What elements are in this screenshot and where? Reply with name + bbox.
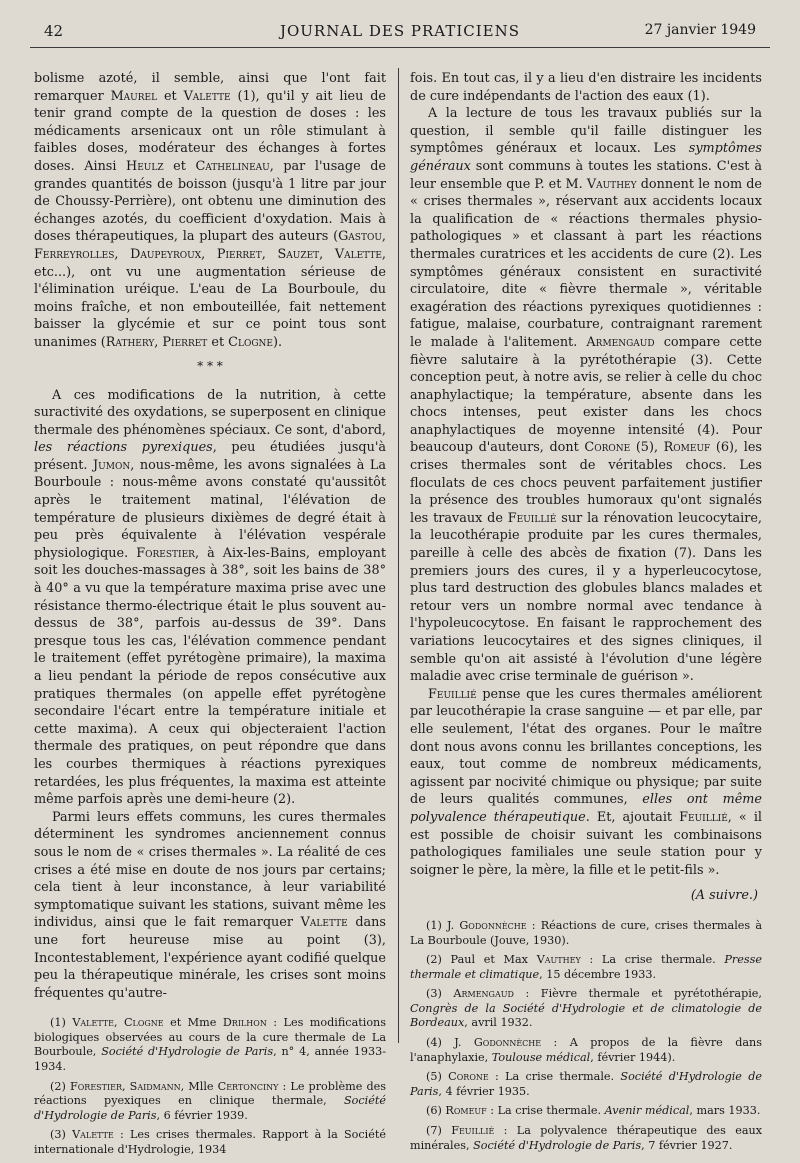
journal-title: JOURNAL DES PRATICIENS — [279, 22, 521, 40]
footnotes — [34, 1016, 386, 1157]
footnote: (4) J. Godonnèche : A propos de la fièvre dans l'anaphylaxie, Toulouse médical, février 1944). — [410, 1036, 762, 1064]
footnote: (3) Armengaud : Fièvre thermale et pyrétothérapie, Congrès de la Société d'Hydrologie et de climatologie de Bordeaux, avril 1932. — [410, 987, 762, 1030]
paragraph: fois. En tout cas, il y a lieu d'en distraire les incidents de cure indépendants de l'action des eaux (1). — [410, 71, 762, 104]
footnote: (3) Valette : Les crises thermales. Rapport à la Société internationale d'Hydrologie, 1934 — [34, 1128, 386, 1157]
section-separator: * * * — [197, 358, 223, 373]
column-divider — [398, 68, 399, 1043]
right-column — [410, 70, 762, 1158]
paragraph: bolisme azoté, il semble, ainsi que l'ont fait remarquer Maurel et Valette (1), qu'il y ait lieu de tenir grand compte de la question de doses : les médicaments arsenicaux ont un rôle stimulant à faibles doses, modérateur des échanges à fortes doses. Ainsi Heulz et Cathelineau, par l'usage de grandes quantités de boisson (jusqu'à 1 litre par jour de Choussy-Perrière), ont obtenu une diminution des échanges azotés, du coefficient d'oxydation. Mais à doses thérapeutiques, la plupart des auteurs (Gastou, Ferreyrolles, Daupeyroux, Pierret, Sauzet, Valette, etc...), ont vu une augmentation sérieuse de l'élimination uréique. L'eau de La Bourboule, du moins fraîche, et non embouteillée, fait nettement baisser la glycémie et sur ce point tous sont unanimes (Rathery, Pierret et Clogne). — [34, 71, 387, 350]
page-number: 42 — [44, 22, 64, 40]
header-rule — [30, 47, 770, 48]
footnotes — [410, 919, 762, 1153]
footnote: (2) Forestier, Saidmann, Mlle Certonciny : Le problème des réactions pyexiques en clinique thermale, Société d'Hydrologie de Paris, 6 février 1939. — [34, 1079, 387, 1122]
paragraph: A ces modifications de la nutrition, à cette suractivité des oxydations, se superposent en clinique thermale des phénomènes spéciaux. Ce sont, d'abord, les réactions pyrexiques, peu étudiées jusqu'à présent. Jumon, nous-même, les avons signalées à La Bourboule : nous-même avons constaté qu'aussitôt après le traitement matinal, l'élévation de température de plusieurs dixièmes de degré était à peu près équivalente à l'élévation vespérale physiologique. Forestier, à Aix-les-Bains, employant soit les douches-massages à 38°, soit les bains de 38° à 40° a vu que la température maxima prise avec une résistance thermo-électrique était le plus souvent au-dessus de 38°, parfois au-dessus de 39°. Dans presque tous les cas, l'élévation commence pendant le traitement (effet pyrétogène primaire), la maxima a lieu pendant la période de repos consécutive aux pratiques thermales (on appelle effet pyrétogène secondaire l'écart entre la température initiale et cette maxima). A ceux qui objecteraient l'action thermale des pratiques, on peut répondre que dans les courbes thermiques à réactions pyrexiques retardées, les plus fréquentes, la maxima est atteinte même parfois après une demi-heure (2). — [34, 387, 386, 808]
footnote: (2) Paul et Max Vauthey : La crise thermale. Presse thermale et climatique, 15 décembre 1933. — [410, 953, 763, 981]
footnote: (1) Valette, Clogne et Mme Drilhon : Les modifications biologiques observées au cours de la cure thermale de La Bourboule, Société d'Hydrologie de Paris, n° 4, année 1933-1934. — [34, 1016, 386, 1074]
paragraph: A la lecture de tous les travaux publiés sur la question, il semble qu'il faille distinguer les symptômes généraux et locaux. Les symptômes généraux sont communs à toutes les stations. C'est à leur ensemble que P. et M. Vauthey donnent le nom de « crises thermales », réservant aux accidents locaux la qualification de « réactions thermales physio-pathologiques » et classant à part les réactions thermales curatrices et les accidents de cure (2). Les symptômes généraux consistent en suractivité circulatoire, dite « fièvre thermale », véritable exagération des réactions pyrexiques quotidiennes : fatigue, malaise, courbature, contraignant rarement le malade à l'alitement. Armengaud compare cette fièvre salutaire à la pyrétothérapie (3). Cette conception peut, à notre avis, se relier à celle du choc anaphylactique; la température, absente dans les chocs intenses, peut exister dans les chocs anaphylactiques de moyenne intensité (4). Pour beaucoup d'auteurs, dont Corone (5), Romeuf (6), les crises thermales sont de véritables chocs. Les floculats de ces chocs peuvent parfaitement justifier la présence des troubles humoraux qu'ont signalés les travaux de Feuillié sur la rénovation leucocytaire, la leucothérapie produite par les cures thermales, pareille à celle des abcès de fixation (7). Dans les premiers jours des cures, il y a hyperleucocytose, plus tard destruction des globules blancs malades et retour vers un nombre normal avec tendance à l'hypoleucocytose. En faisant le rapprochement des variations leucocytaires et des signes cliniques, il semble qu'on ait assisté à l'évolution d'une légère maladie avec crise terminale de guérison ». — [410, 106, 763, 685]
footnote: (5) Corone : La crise thermale. Société d'Hydrologie de Paris, 4 février 1935. — [410, 1070, 763, 1098]
continuation-note: (A suivre.) — [690, 888, 758, 904]
footnote: (1) J. Godonnèche : Réactions de cure, crises thermales à La Bourboule (Jouve, 1930). — [410, 918, 762, 947]
footnote: (7) Feuillié : La polyvalence thérapeutique des eaux minérales, Société d'Hydrologie de Paris, 7 février 1927. — [410, 1124, 763, 1152]
issue-date: 27 janvier 1949 — [644, 22, 756, 38]
page-header — [44, 22, 756, 46]
footnote: (6) Romeuf : La crise thermale. Avenir médical, mars 1933. — [426, 1104, 761, 1118]
left-column — [34, 70, 386, 1163]
paragraph: Parmi leurs effets communs, les cures thermales déterminent les syndromes anciennement connus sous le nom de « crises thermales ». La réalité de ces crises a été mise en doute de nos jours par certains; cela tient à leur inconstance, à leur variabilité symptomatique suivant les stations, suivant même les individus, ainsi que le fait remarquer Valette dans une fort heureuse mise au point (3), Incontestablement, l'expérience ayant codifié quelque peu la thérapeutique minérale, les crises sont moins fréquentes qu'autre- — [34, 809, 386, 1001]
paragraph: Feuillié pense que les cures thermales améliorent par leucothérapie la crase sanguine — et par elle, par elle seulement, l'état des organes. Pour le maître dont nous avons connu les brillantes conceptions, les eaux, tout comme de nombreux médicaments, agissent par nocivité chimique ou physique; par suite de leurs qualités communes, elles ont même polyvalence thérapeutique. Et, ajoutait Feuillié, « il est possible de choisir suivant les combinaisons pathologiques familiales une seule station pour y soigner le père, la mère, la fille et le petit-fils ». — [410, 686, 763, 878]
